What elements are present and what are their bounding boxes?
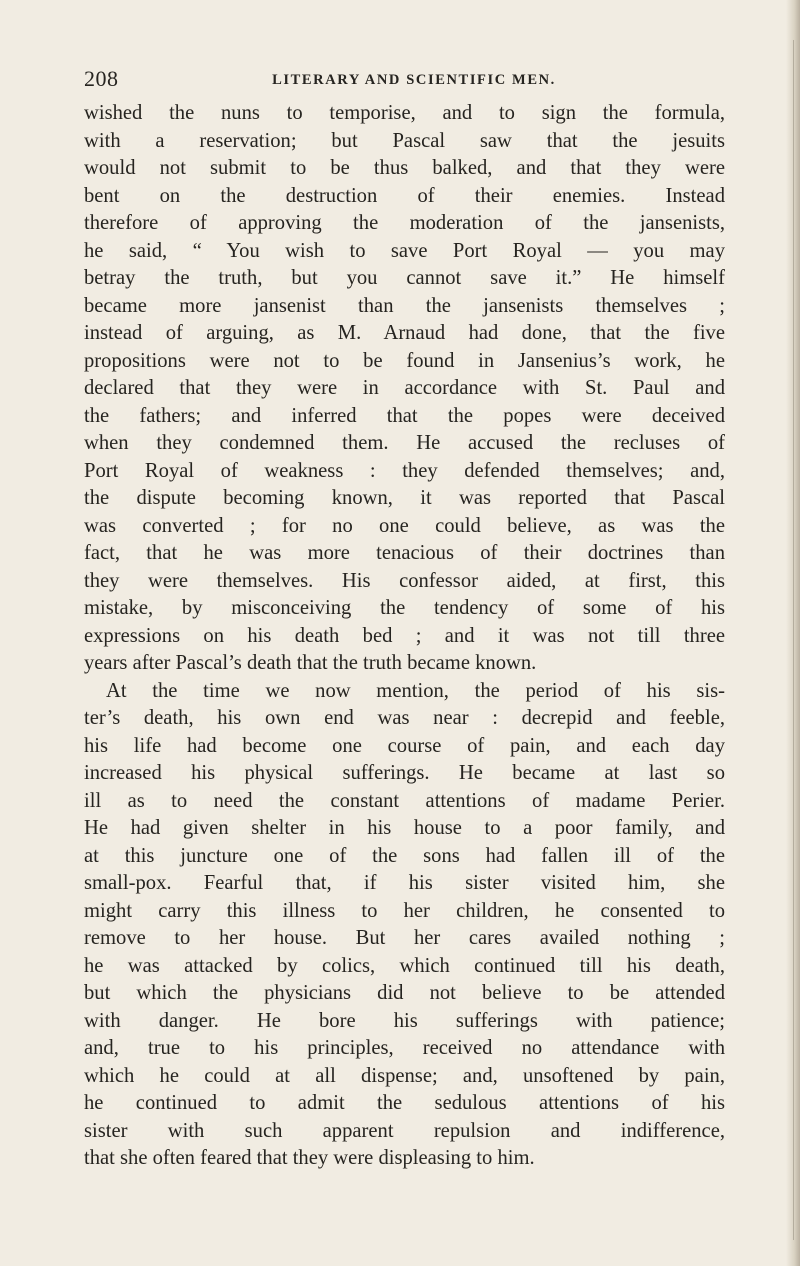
text-line: they were themselves. His confessor aided, at first, this — [84, 569, 725, 592]
text-line: bent on the destruction of their enemies. Instead — [84, 184, 725, 207]
text-line: his life had become one course of pain, and each day — [84, 734, 725, 757]
text-line: At the time we now mention, the period of his sis- — [106, 679, 725, 702]
text-line: would not submit to be thus balked, and that they were — [84, 157, 725, 179]
text-line: that she often feared that they were displeasing to him. — [84, 1147, 535, 1169]
text-line: fact, that he was more tenacious of their doctrines than — [84, 542, 725, 564]
text-line: Port Royal of weakness : they defended themselves; and, — [84, 459, 725, 482]
text-line: ter’s death, his own end was near : decrepid and feeble, — [84, 707, 725, 729]
text-line: which he could at all dispense; and, unsoftened by pain, — [84, 1064, 725, 1087]
text-line: small-pox. Fearful that, if his sister visited him, she — [84, 872, 725, 894]
text-line: with danger. He bore his sufferings with patience; — [84, 1009, 725, 1032]
body-text — [84, 100, 725, 1173]
text-line: when they condemned them. He accused the recluses of — [84, 432, 725, 454]
text-line: was converted ; for no one could believe, as was the — [84, 514, 725, 537]
text-line: ill as to need the constant attentions of madame Perier. — [84, 789, 725, 812]
text-line: might carry this illness to her children, he consented to — [84, 899, 725, 922]
text-line: the dispute becoming known, it was reported that Pascal — [84, 487, 725, 509]
text-line: he said, “ You wish to save Port Royal — you may — [84, 239, 725, 262]
text-line: wished the nuns to temporise, and to sign the formula, — [84, 102, 725, 124]
text-line: mistake, by misconceiving the tendency of some of his — [84, 597, 725, 619]
text-line: he was attacked by colics, which continued till his death, — [84, 954, 725, 977]
text-line: he continued to admit the sedulous attentions of his — [84, 1092, 725, 1114]
text-line: propositions were not to be found in Jansenius’s work, he — [84, 349, 725, 372]
text-line: declared that they were in accordance with St. Paul and — [84, 377, 725, 399]
text-line: increased his physical sufferings. He became at last so — [84, 762, 725, 784]
text-line: remove to her house. But her cares availed nothing ; — [84, 927, 725, 949]
text-line: became more jansenist than the jansenists themselves ; — [84, 294, 725, 317]
page-header — [84, 66, 724, 96]
text-line: with a reservation; but Pascal saw that the jesuits — [84, 129, 725, 152]
text-line: He had given shelter in his house to a poor family, and — [84, 817, 725, 839]
text-line: betray the truth, but you cannot save it.” He himself — [84, 267, 725, 289]
text-line: at this juncture one of the sons had fallen ill of the — [84, 844, 725, 867]
text-line: years after Pascal’s death that the truth became known. — [84, 652, 537, 674]
text-line: the fathers; and inferred that the popes were deceived — [84, 404, 725, 427]
text-line: but which the physicians did not believe to be attended — [84, 982, 725, 1004]
text-line: therefore of approving the moderation of the jansenists, — [84, 212, 725, 234]
running-head: LITERARY AND SCIENTIFIC MEN. — [272, 72, 556, 88]
page-number: 208 — [84, 66, 119, 91]
page-edge-line — [793, 40, 794, 1240]
text-line: sister with such apparent repulsion and indifference, — [84, 1119, 725, 1142]
text-line: instead of arguing, as M. Arnaud had done, that the five — [84, 322, 725, 344]
text-line: expressions on his death bed ; and it was not till three — [84, 624, 725, 647]
text-line: and, true to his principles, received no attendance with — [84, 1037, 725, 1059]
